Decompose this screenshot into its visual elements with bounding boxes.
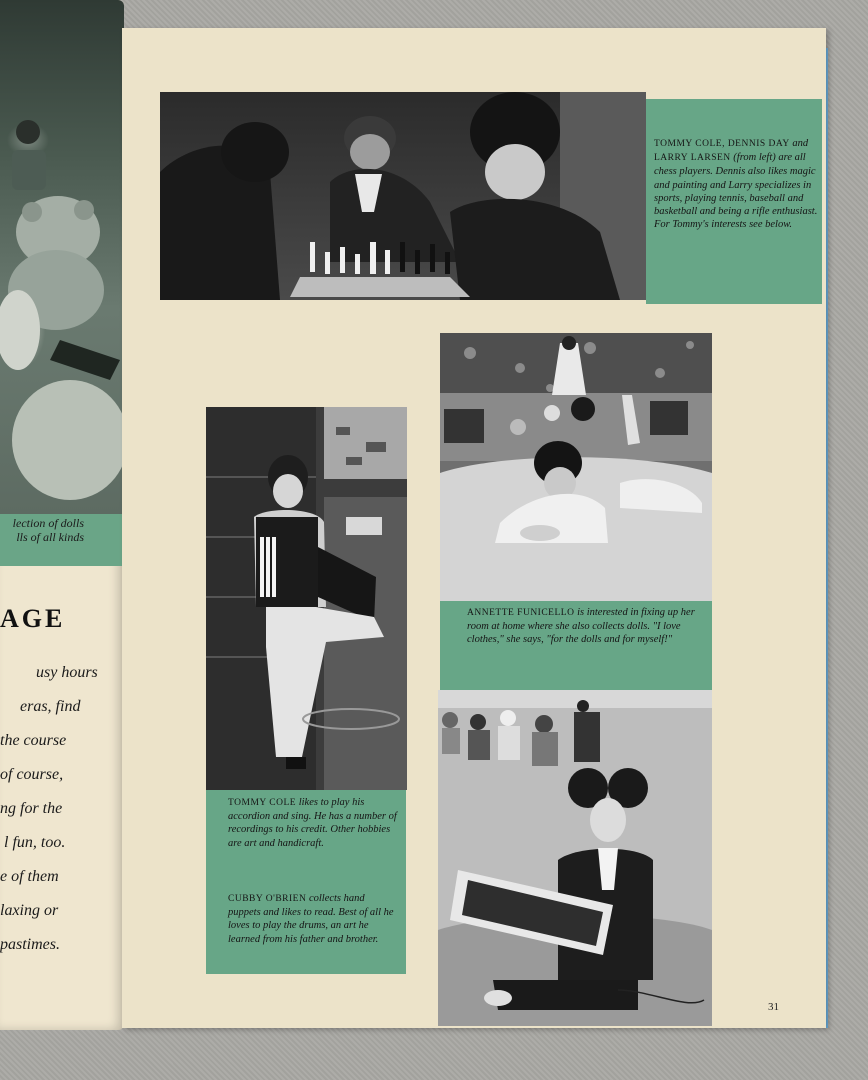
body-line-7: e of them xyxy=(0,868,59,885)
annette-photo-art xyxy=(440,333,712,601)
cubby-name: CUBBY O'BRIEN xyxy=(228,894,307,904)
annette-caption-box xyxy=(440,601,712,690)
tommy-caption-text: likes to play his accordion and sing. He has a number of recordings to his credit. Other hobbies are art and handicraft. xyxy=(228,797,397,849)
tommy-name: TOMMY COLE xyxy=(228,798,297,808)
dolls-photo-art xyxy=(0,0,124,514)
chess-caption-text-1: and xyxy=(789,138,809,149)
dolls-caption-line-1: lection of dolls xyxy=(12,516,84,530)
cubby-photo-art xyxy=(438,690,712,1026)
annette-photo xyxy=(440,333,712,601)
tommy-caption xyxy=(228,796,398,850)
body-line-6: l fun, too. xyxy=(4,834,66,851)
dolls-caption-line-2: lls of all kinds xyxy=(16,530,84,544)
chess-caption-box xyxy=(646,99,822,304)
body-line-9: pastimes. xyxy=(0,936,60,953)
page-number: 31 xyxy=(768,1001,779,1013)
chess-photo xyxy=(160,92,646,300)
left-page xyxy=(0,0,124,1030)
body-line-3: the course xyxy=(0,732,67,749)
annette-caption-text: is interested in fixing up her room at home where she also collects dolls. "I love clothes," she says, "for the dolls and for myself!" xyxy=(467,607,695,646)
annette-caption xyxy=(467,606,703,647)
body-line-1: usy hours xyxy=(36,664,98,681)
tommy-photo-art xyxy=(206,407,407,790)
dolls-caption-box xyxy=(0,514,124,566)
body-line-5: ng for the xyxy=(0,800,63,817)
body-line-2: eras, find xyxy=(20,698,81,715)
annette-name: ANNETTE FUNICELLO xyxy=(467,608,575,618)
tommy-cubby-caption-box xyxy=(206,790,406,974)
chess-caption-text-2: (from left) are all chess players. Dennis also likes magic and painting and Larry specializes in sports, playing tennis, baseball and basketball and being a rifle enthusiast. For Tommy's interests see below. xyxy=(654,152,818,231)
section-heading: AGE xyxy=(0,604,66,633)
chess-caption xyxy=(654,137,818,231)
dolls-photo xyxy=(0,0,124,514)
cubby-photo xyxy=(438,690,712,1026)
chess-names-2: LARRY LARSEN xyxy=(654,153,731,164)
chess-photo-art xyxy=(160,92,646,300)
tommy-photo xyxy=(206,407,407,790)
body-line-8: laxing or xyxy=(0,902,59,919)
cubby-caption-text: collects hand puppets and likes to read. Best of all he loves to play the drums, an art he learned from his father and brother. xyxy=(228,893,394,945)
cubby-caption xyxy=(228,892,398,946)
body-line-4: of course, xyxy=(0,766,64,783)
chess-names-1: TOMMY COLE, DENNIS DAY xyxy=(654,139,790,149)
